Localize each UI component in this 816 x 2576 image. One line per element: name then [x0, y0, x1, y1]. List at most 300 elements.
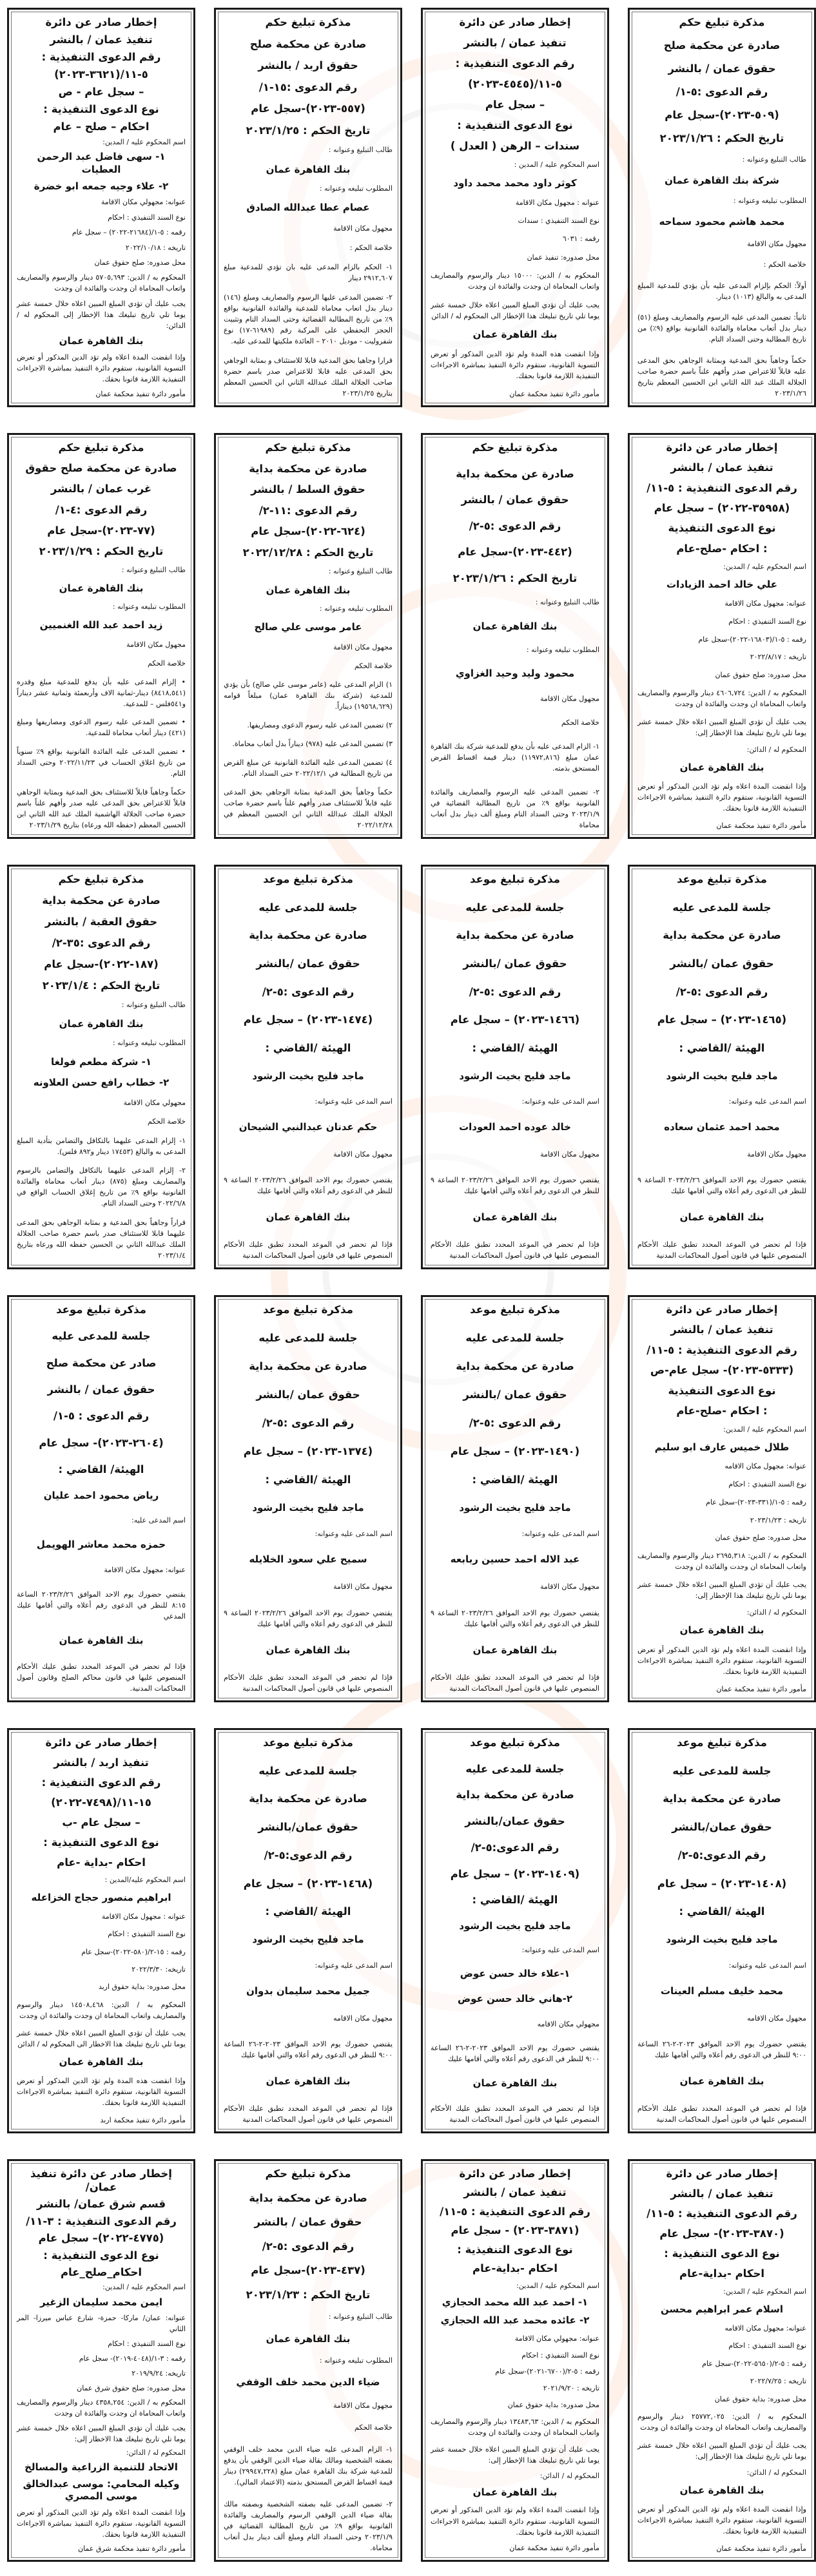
notice-body-text: عنوانه: مجهولي مكان الاقامة	[514, 2334, 599, 2343]
notice-label: اسم المدعى عليه وعنوانه:	[521, 1529, 599, 1538]
notice-heading: رقم الدعوى :١٥-١/	[258, 81, 358, 93]
notice-party-name: بنك القاهرة عمان	[472, 1644, 558, 1656]
notice-body-text: ٢- إلزام المدعى عليهما بالتكافل والتضامن بالرسوم والمصاريف ومبلغ (٨٧٥) دينار أتعاب محاماة والفائدة القانونية بواقع ٩٪ من تاريخ إغلاق الحساب الواقع في ٢٠٢٢/٦/٨ وحتى السداد التام.	[17, 1166, 186, 1208]
notice-heading: قسم شرق عمان/ بالنشر	[36, 2198, 166, 2211]
notice-label: المحكوم له / الدائن:	[746, 2468, 806, 2477]
notice-party-name: عبد الاله احمد حسين ربابعه	[450, 1553, 580, 1566]
notice-body-text: مجهول مكان الاقامة	[333, 2401, 393, 2410]
notice-party-name: علي خالد احمد الزيادات	[666, 578, 777, 590]
notice-signature: مأمور دائرة تنفيذ محكمة عمان	[716, 2544, 806, 2553]
notice-body-text: رقمه : ١٥-٢/(٥٨٠-٢٠٢٢)-سجل عام	[81, 1947, 186, 1956]
notice-card	[421, 1728, 609, 2133]
notice-heading: – سجل عام - ص	[58, 85, 144, 98]
notice-body-text: المحكوم به / الدين: ٥٧٠٥,٦٩٣ دينار والرسوم والمصاريف واتعاب المحاماة ان وجدت والفائدة ان وجدت	[17, 273, 186, 293]
notice-card	[7, 2159, 195, 2562]
notice-card	[628, 2159, 816, 2562]
notice-party-name: بنك القاهرة عمان	[679, 1624, 764, 1637]
notice-card	[628, 1728, 816, 2133]
notice-body-text: خلاصة الحكم	[147, 1117, 186, 1126]
notice-body-text: ٢- تضمين المدعى عليه الرسوم والمصاريف والفائدة القانونية بواقع ٩٪ من تاريخ المطالبة القضائية في ٢٠٢٣/١/٩ وحتى السداد التام ومبلغ ألف دينار بدل أتعاب محاماة	[431, 787, 599, 829]
notice-party-name: جميل محمد سليمان بدوان	[246, 1985, 370, 1997]
legal-notices-grid	[6, 8, 816, 2562]
notice-heading: صادرة عن محكمة بداية	[249, 1360, 367, 1372]
notice-heading: مذكرة تبليغ حكم	[679, 16, 765, 28]
notice-body-text: فإذا لم تحضر في الموعد المحدد تطبق عليك الأحكام المنصوص عليها في قانون محاكم الصلح وقانون أصول المحاكمات المدنية.	[17, 1662, 186, 1693]
notice-body-text: نوع السند التنفيذي : احكام	[728, 617, 806, 626]
notice-party-name: بنك القاهرة عمان	[472, 1211, 558, 1224]
notice-heading: حقوق عمان /بالنشر	[670, 957, 774, 970]
notice-body-text: تاريخه : ٢٠٢١/٩/٢٠	[543, 2384, 599, 2393]
notice-heading: نوع الدعوى التنفيذية :	[43, 102, 159, 115]
notice-heading: (١٤٧٤-٢٠٢٣) – سجل عام	[243, 1014, 373, 1026]
notice-heading: مذكرة تبليغ موعد	[677, 1736, 767, 1749]
notice-heading: حقوق عمان / بالنشر	[668, 62, 776, 75]
notice-body-text: وإذا انقضت المدة اعلاه ولم تؤد الدين المذكور أو تعرض التسوية القانونية، ستقوم دائرة التنفيذ بمباشرة الاجراءات التنفيذية اللازمة قانونا بحقك.	[17, 2508, 186, 2539]
notice-label: اسم المدعى عليه وعنوانه:	[521, 1097, 599, 1106]
notice-body-text: فإذا لم تحضر في الموعد المحدد تطبق عليك الأحكام المنصوص عليها في قانون أصول المحاكمات المدنية	[224, 1673, 393, 1693]
notice-heading: احكام -بداية-عام	[472, 2262, 558, 2275]
notice-heading: (١٤٠٨-٢٠٢٣) – سجل عام	[657, 1877, 787, 1890]
notice-heading: تاريخ الحكم : ٢٠٢٣/١/٢٩	[39, 545, 164, 558]
notice-label: المطلوب تبليغه وعنوانه :	[526, 646, 599, 655]
notice-heading: رقم الدعوى :٥-٢/	[469, 1416, 561, 1429]
notice-body-text: قرارا وجاهيا بحق المدعية قابلا للاستئناف و بمثابة الوجاهي بحق المدعى عليه قابلا للاعتراض صدر باسم حضرة صاحب الجلالة الملك عبدالله الثاني ابن الحسين المعظم بتاريخ ٢٠٢٣/١/٢٥	[224, 356, 393, 398]
notice-party-name: ماجد فليح بخيت الرشود	[252, 1501, 364, 1514]
notice-card	[7, 1728, 195, 2133]
notice-heading: رقم الدعوى :١١-٢/	[258, 504, 358, 517]
notice-body-text: مجهول مكان الاقامة	[540, 1149, 599, 1158]
notice-body-text: مجهولي مكان الاقامه	[537, 2020, 599, 2029]
notice-heading: الهيئة /القاضي :	[265, 1473, 351, 1486]
notice-heading: جلسة للمدعى عليه	[52, 1330, 151, 1343]
notice-heading: (١٤٦٦-٢٠٢٣) – سجل عام	[450, 1014, 580, 1026]
notice-heading: رقم الدعوى :٤-١/	[55, 503, 148, 516]
notice-body-text: ٢) تضمين المدعى عليه رسوم الدعوى ومصاريفها.	[247, 720, 393, 729]
notice-body-text: عنوانه: مجهولي مكان الاقامة	[101, 198, 186, 207]
notice-body-text: فإذا لم تحضر في الموعد المحدد تطبق عليك الأحكام المنصوص عليها في قانون أصول المحاكمات المدنية	[224, 2104, 393, 2124]
notice-body-text: يقتضي حضورك يوم الاحد الموافق ٢٠٢٣/٢/٢٦ الساعة ٩ للنظر في الدعوى رقم أعلاه والتي أقامها عليك	[224, 1176, 393, 1196]
notice-heading: تنفيذ عمان / بالنشر	[463, 37, 567, 49]
notice-card	[214, 433, 402, 839]
notice-party-name: ماجد فليح بخيت الرشود	[252, 1070, 364, 1082]
notice-card	[421, 1295, 609, 1702]
notice-signature: مأمور دائرة تنفيذ محكمة عمان	[509, 2544, 599, 2553]
notice-party-name: بنك القاهرة عمان	[59, 2056, 144, 2068]
notice-body-text: المحكوم به / الدين: ١٤٥٠٨,٤٦٨ دينار والرسوم والمصاريف واتعاب المحاماة ان وجدت والفائدة ان وجدت	[17, 2000, 186, 2020]
notice-heading: رقم الدعوى التنفيذية : ٥-١١/	[646, 481, 797, 494]
notice-label: اسم المحكوم عليه / المدين:	[723, 562, 806, 571]
notice-heading: رقم الدعوى التنفيذية : ٥-١١/	[646, 1343, 797, 1356]
notice-body-text: رقمه : ٥-٢/(٦٧٠٠-٢٠٢١)-سجل عام	[495, 2367, 599, 2376]
notice-party-name: ٢- خطاب رافع حسن العلاونه	[33, 1076, 170, 1088]
notice-body-text: مجهول مكان الاقامة	[333, 224, 393, 233]
notice-label: طالب التبليغ وعنوانه :	[328, 2312, 393, 2321]
notice-heading: حقوق عمان /بالنشر	[463, 957, 567, 970]
notice-body-text: محل صدوره: بداية حقوق عمان	[714, 2394, 806, 2403]
notice-body-text: محل صدوره: صلح حقوق شرق عمان	[77, 2383, 186, 2392]
notice-body-text: نوع السند التنفيذي : احكام	[521, 2350, 599, 2360]
notice-party-name: بنك القاهرة عمان	[679, 2075, 764, 2088]
notice-heading: صادرة عن محكمة بداية	[456, 1360, 574, 1372]
notice-heading: ١٥-١١/(٧٤٩٨-٢٠٢٢)	[51, 1796, 151, 1809]
notice-heading: رقم الدعوى :٥-٢/	[262, 985, 355, 998]
notice-heading: تاريخ الحكم : ٢٠٢٣/١/٢٥	[246, 124, 371, 137]
notice-heading: حقوق اربد / بالنشر	[258, 59, 358, 72]
notice-heading: (٥٣٣٣-٢٠٢٣)- سجل عام-ص	[650, 1364, 794, 1377]
notice-heading: جلسة للمدعى عليه	[465, 901, 565, 914]
notice-body-text: فإذا لم تحضر في الموعد المحدد تطبق عليك الأحكام المنصوص عليها في قانون أصول المحاكمات المدنية	[224, 1240, 393, 1260]
notice-party-name: وكيله المحامي: موسى عبدالخالق موسى المصري	[23, 2477, 180, 2503]
notice-body-text: مجهول مكان الاقامة	[540, 1582, 599, 1591]
notice-body-text: نوع السند التنفيذي : احكام	[108, 213, 186, 222]
notice-party-name: عامر موسى علي صالح	[254, 621, 362, 633]
notice-body-text: رقمه : ٥-٢/(٥٦٥٠-٢٠٢٢)-سجل عام	[702, 2359, 806, 2368]
notice-body-text: خلاصة الحكم :	[763, 260, 806, 269]
notice-body-text: المحكوم به / الدين: ٤٣٥٨,٢٥٤ دينار والرسوم والمصاريف واتعاب المحاماة ان وجدت والفائدة ان وجدت	[17, 2398, 186, 2418]
notice-party-name: بنك القاهرة عمان	[679, 1211, 764, 1224]
notice-heading: حقوق عمان / بالنشر	[47, 1383, 155, 1396]
notice-signature: مأمور دائرة تنفيذ محكمة عمان	[716, 1684, 806, 1693]
notice-label: طالب التبليغ وعنوانه :	[328, 146, 393, 155]
notice-heading: حقوق عمان /بالنشر	[256, 1388, 360, 1401]
notice-body-text: وإذا انقضت هذه المدة ولم تؤد الدين المذكور أو تعرض التسوية القانونية، ستقوم دائرة التنفيذ بمباشرة الاجراءات التنفيذية اللازمة قانونا بحقك.	[17, 2077, 186, 2108]
notice-heading: إخطار صادر عن دائرة	[45, 1736, 157, 1749]
notice-heading: رقم الدعوى :٥-٢/	[469, 985, 561, 998]
notice-heading: رقم الدعوى :٥-٢/	[675, 985, 768, 998]
notice-party-name: ماجد فليح بخيت الرشود	[252, 1934, 364, 1946]
notice-body-text: رقمه : ٥-١/(١٦٨٠٣-٢٠٢٢)-سجل عام	[698, 635, 806, 644]
notice-body-text: رقمه : ٥-١/(٣٣١-٢٠٢٣)-سجل عام	[706, 1497, 806, 1506]
notice-body-text: وإذا انقضت المدة اعلاه ولم تؤد الدين المذكور أو تعرض التسوية القانونية، ستقوم دائرة التنفيذ بمباشرة الاجراءات التنفيذية اللازمة قانونا بحقك.	[431, 2506, 599, 2537]
notice-body-text: المحكوم به / الدين: ٤٦٠٦,٧٢٤ دينار والرسوم والمصاريف واتعاب المحاماة ان وجدت والفائدة ان وجدت	[637, 688, 806, 708]
notice-heading: مذكرة تبليغ حكم	[58, 873, 144, 885]
notice-party-name: ٢- عائده محمد عبد الله الحجازي	[440, 2314, 590, 2327]
notice-heading: رقم الدعوى التنفيذية :	[41, 50, 161, 63]
notice-signature: مأمور دائرة تنفيذ محكمة اربد	[100, 2115, 186, 2124]
notice-heading: رقم الدعوى التنفيذية :	[455, 57, 575, 70]
notice-body-text: يقتضي حضورك يوم الاحد الموافق ٢٠٢٣/٢/٢٦ الساعة ٩ للنظر في الدعوى رقم أعلاه والتي أقامها عليك	[637, 1176, 806, 1196]
notice-card	[421, 433, 609, 839]
notice-heading: احكام -بداية -عام	[57, 1856, 146, 1869]
notice-heading: صادر عن محكمة صلح	[46, 1356, 157, 1369]
notice-party-name: ١-علاء خالد حسن عوض	[460, 1967, 570, 1979]
notice-heading: مذكرة تبليغ موعد	[56, 1303, 146, 1316]
notice-body-text: مجهولي مكان الاقامة	[123, 1098, 186, 1107]
notice-heading: احكام_صلح_عام	[60, 2265, 142, 2278]
notice-body-text: خلاصة الحكم	[561, 718, 599, 727]
notice-heading: (٣٨٧١-٢٠٢٣) - سجل عام	[451, 2224, 579, 2237]
notice-heading: مذكرة تبليغ موعد	[470, 1736, 560, 1749]
notice-heading: تاريخ الحكم : ٢٠٢٢/١٢/٢٨	[242, 546, 374, 559]
notice-body-text: ٣) تضمين المدعى عليه (٩٧٨) ديناراً بدل أتعاب محاماة.	[232, 739, 393, 748]
notice-heading: صادرة عن محكمة بداية	[663, 929, 781, 942]
notice-body-text: يقتضي حضورك يوم الاحد الموافق ٢٠٢٣/٢/٢٦ الساعة ٨:١٥ للنظر في الدعوى رقم أعلاه والتي أقامها عليك المدعي	[17, 1590, 186, 1620]
notice-label: اسم المحكوم عليه/المدين :	[104, 1876, 186, 1885]
notice-label: المحكوم له / الدائن:	[746, 1608, 806, 1617]
notice-heading: – سجل عام	[485, 99, 545, 111]
notice-label: طالب التبليغ وعنوانه :	[121, 1001, 186, 1010]
notice-card	[628, 433, 816, 839]
notice-party-name: محمد احمد عثمان سعاده	[664, 1121, 780, 1133]
notice-card	[421, 2159, 609, 2562]
notice-label: المطلوب تبليغه وعنوانه :	[319, 604, 393, 613]
notice-heading: (١٤٦٥-٢٠٢٣) – سجل عام	[657, 1014, 787, 1026]
notice-label: اسم المدعى عليه وعنوانه:	[315, 1961, 393, 1970]
notice-body-text: فإذا لم تحضر في الموعد المحدد تطبق عليك الأحكام المنصوص عليها في قانون أصول المحاكمات المدنية	[637, 1240, 806, 1260]
notice-heading: ٥-١١/(٣٦٢١-٢٠٢٣)	[54, 68, 148, 81]
notice-heading: تاريخ الحكم : ٢٠٢٣/١/٤	[42, 979, 160, 992]
notice-body-text: خلاصة الحكم	[354, 661, 393, 670]
notice-heading: جلسة للمدعى عليه	[672, 901, 772, 914]
notice-party-name: ماجد فليح بخيت الرشود	[459, 1070, 571, 1082]
notice-heading: نوع الدعوى التنفيذية :	[43, 2249, 159, 2262]
notice-label: اسم المدعى عليه وعنوانه:	[315, 1097, 393, 1106]
notice-heading: (١٣٧٤-٢٠٢٣) – سجل عام	[243, 1445, 373, 1457]
notice-signature: مأمور دائرة تنفيذ محكمة عمان	[509, 389, 599, 398]
notice-party-name: ماجد فليح بخيت الرشود	[459, 1501, 571, 1514]
notice-label: طالب التبليغ وعنوانه :	[535, 598, 599, 607]
notice-heading: (٣٥٩٥٨-٢٠٢٢) – سجل عام	[654, 501, 790, 514]
notice-card	[214, 865, 402, 1269]
notice-party-name: بنك القاهرة عمان	[59, 582, 144, 595]
notice-card	[7, 433, 195, 839]
notice-party-name: بنك القاهرة عمان	[266, 1211, 351, 1224]
notice-heading: تنفيذ عمان / بالنشر	[670, 2187, 773, 2200]
notice-body-text: قراراً وجاهياً بحق المدعية و بمثابة الوجاهي بحق المدعى عليهما قابلا للاستئناف صدر باسم حضرة صاحب الجلالة الملك عبدالله الثاني بن الحسين حفظه الله ورعاه بتاريخ ٢٠٢٣/١/٤	[17, 1218, 186, 1260]
notice-party-name: كوثر داود محمد محمد داود	[453, 177, 577, 189]
notice-label: المطلوب تبليغه وعنوانه :	[112, 602, 186, 611]
notice-label: المحكوم له / الدائن:	[539, 2471, 599, 2480]
notice-party-name: رياض محمود احمد عليان	[43, 1490, 159, 1502]
notice-body-text: عنوانه: مجهول مكان الاقامه	[724, 1462, 806, 1471]
notice-card	[628, 1295, 816, 1702]
notice-body-text: مجهول مكان الاقامة	[540, 694, 599, 703]
notice-heading: (٤٤٢-٢٠٢٣)-سجل عام	[458, 546, 572, 559]
notice-card	[421, 865, 609, 1269]
notice-heading: مذكرة تبليغ حكم	[58, 441, 144, 454]
notice-body-text: نوع السند التنفيذي : احكام	[728, 1479, 806, 1488]
notice-signature: مأمور دائرة تنفيذ محكمة شرق عمان	[78, 2544, 186, 2553]
notice-label: المطلوب تبليغه وعنوانه :	[733, 197, 806, 206]
notice-body-text: يجب عليك أن تؤدي المبلغ المبين اعلاه خلال خمسة عشر يوما تلي تاريخ تبليغك هذا الإخطار إلى:	[637, 717, 806, 737]
notice-heading: إخطار صادر عن دائرة	[666, 1303, 778, 1316]
notice-heading: صادرة عن محكمة بداية	[249, 2191, 367, 2204]
notice-heading: الهيئة /القاضي :	[472, 1473, 558, 1486]
notice-body-text: خلاصة الحكم	[147, 658, 186, 668]
notice-label: اسم المحكوم عليه / المدين:	[516, 2281, 599, 2290]
notice-heading: رقم الدعوى :٥-٢/	[262, 2240, 355, 2253]
notice-party-name: بنك القاهرة عمان	[266, 163, 351, 175]
notice-heading: مذكرة تبليغ موعد	[470, 1303, 560, 1316]
notice-body-text: نوع السند التنفيذي : احكام	[728, 2341, 806, 2350]
notice-heading: جلسة للمدعى عليه	[258, 1331, 358, 1344]
notice-body-text: محل صدوره: صلح حقوق عمان	[715, 671, 806, 680]
notice-party-name: بنك القاهرة عمان	[266, 584, 351, 596]
notice-body-text: أولاً: الحكم بإلزام المدعى عليه بأن يؤدي للمدعية المبلغ المدعى به والبالغ (١٠١٣) دينار.	[637, 281, 806, 301]
notice-body-text: نوع السند التنفيذي : سندات	[518, 216, 599, 225]
notice-body-text: حكماً وجاهياً بحق المدعية وبمثابة الوجاهي بحق المدعى عليه قابلاً للاعتراض صدر وأفهم علناً باسم حضرة صاحب الجلالة الملك عبد الله الثاني ابن الحسين المعظم بتاريخ ٢٠٢٣/١/٢٦	[637, 356, 806, 398]
notice-label: المحكوم له / الدائن:	[746, 745, 806, 754]
notice-heading: تنفيذ اربد / بالنشر	[53, 1756, 149, 1769]
notice-body-text: مجهول مكان الاقامة	[333, 642, 393, 651]
notice-heading: احكام – صلح – عام	[53, 120, 150, 133]
notice-heading: غرب عمان / بالنشر	[50, 483, 152, 495]
notice-label: اسم المدعى عليه وعنوانه:	[728, 1097, 806, 1106]
notice-body-text: عنوانه: مجهول مكان الاقامة	[724, 599, 806, 608]
notice-heading: رقم الدعوى:٥-٢/	[264, 1849, 353, 1861]
notice-body-text: مجهول مكان الاقامه	[333, 2014, 393, 2023]
notice-heading: حقوق عمان/بالنشر	[465, 1815, 565, 1828]
notice-card	[214, 2159, 402, 2562]
notice-body-text: نوع السند التنفيذي : احكام	[108, 2339, 186, 2348]
notice-party-name: ١- احمد عبد الله محمد الحجازي	[442, 2296, 588, 2308]
notice-party-name: بنك القاهرة عمان	[679, 761, 764, 773]
notice-label: اسم المحكوم عليه / المدين :	[514, 160, 599, 169]
notice-party-name: ٢- علاء وجيه جمعه ابو خضرة	[34, 180, 169, 192]
notice-heading: نوع الدعوى التنفيذية	[668, 1384, 776, 1397]
notice-body-text: فإذا لم تحضر في الموعد المحدد تطبق عليك الأحكام المنصوص عليها في قانون أصول المحاكمات المدنية	[431, 2104, 599, 2124]
notice-heading: الهيئة /القاضي :	[265, 1905, 351, 1918]
notice-heading: صادرة عن محكمة بداية	[249, 1793, 367, 1805]
notice-heading: الهيئة /القاضي :	[679, 1041, 765, 1054]
notice-heading: حقوق عمان / بالنشر	[254, 2216, 362, 2229]
notice-party-name: حمزه محمد معاشر الهويمل	[36, 1538, 166, 1550]
notice-party-name: بنك القاهرة عمان	[59, 1018, 144, 1030]
notice-heading: جلسة للمدعى عليه	[258, 901, 358, 914]
notice-party-name: بنك القاهرة عمان	[266, 1644, 351, 1656]
notice-body-text: عنوانه : مجهول مكان الاقامة	[101, 1912, 186, 1921]
notice-party-name: محمود وليد وحيد الغزاوي	[455, 668, 575, 680]
notice-heading: مذكرة تبليغ موعد	[470, 873, 560, 885]
notice-party-name: بنك القاهرة عمان	[266, 2075, 351, 2088]
notice-label: اسم المدعى عليه وعنوانه:	[521, 1945, 599, 1954]
notice-party-name: شركة بنك القاهرة عمان	[665, 174, 779, 186]
notice-body-text: مجهول مكان الاقامة	[333, 1582, 393, 1591]
notice-body-text: خلاصة الحكم :	[349, 243, 393, 252]
notice-body-text: عنوانه: عمان/ ماركا- حمزة- شارع عباس ميرزا- المر الثاني	[17, 2313, 186, 2333]
notice-body-text: محل صدوره: صلح حقوق عمان	[715, 1533, 806, 1543]
notice-heading: رقم الدعوى:٥-٢/	[677, 1849, 766, 1861]
notice-body-text: تاريخه: ٢٠٢٢/٣/٣٠	[131, 1965, 186, 1974]
notice-heading: : احكام -صلح-عام	[676, 1405, 768, 1418]
notice-label: طالب التبليغ وعنوانه :	[121, 566, 186, 575]
notice-body-text: محل صدوره: بداية حقوق عمان	[507, 2401, 599, 2410]
notice-party-name: اسلام عمر ابراهيم محسن	[661, 2303, 783, 2315]
notice-body-text: رقمه : ٥-١/(٢١٦٨٤-٢٠٢٢) – سجل عام	[72, 228, 186, 237]
notice-body-text: عنوانه: مجهول مكان الاقامه	[724, 2323, 806, 2332]
notice-heading: – سجل عام -ب	[62, 1816, 141, 1829]
notice-heading: جلسة للمدعى عليه	[258, 1764, 358, 1777]
notice-heading: (٥٥٧-٢٠٢٣)-سجل عام	[251, 102, 365, 115]
notice-heading: نوع الدعوى التنفيذية :	[457, 2243, 573, 2256]
notice-body-text: ١) الزام المدعى عليه (عامر موسى علي صالح) بأن يؤدي للمدعية (شركة بنك القاهرة عمان) مبلغاً قوامه (١٩٥٦٨,٦٢٩) ديناراً.	[224, 680, 393, 711]
notice-heading: مذكرة تبليغ موعد	[263, 1303, 353, 1316]
notice-heading: رقم الدعوى التنفيذية : ٣-١١/	[26, 2215, 177, 2227]
notice-label: اسم المحكوم عليه / المدين:	[102, 2283, 186, 2292]
notice-body-text: ١- الزام المدعى عليه بأن يدفع للمدعية شركة بنك القاهرة عمان مبلغ (١١٩٧٢,٨١٦) دينار قيمة اقساط القرض المستحق بذمته.	[431, 742, 599, 773]
notice-heading: الهيئة/ القاضي :	[58, 1463, 144, 1476]
notice-heading: صادرة عن محكمة صلح	[663, 39, 781, 52]
notice-heading: تنفيذ عمان / بالنشر	[463, 2186, 567, 2199]
notice-body-text: فإذا لم تحضر في الموعد المحدد تطبق عليك الأحكام المنصوص عليها في قانون أصول المحاكمات المدنية	[431, 1673, 599, 1693]
notice-heading: رقم الدعوى:٥-٢/	[471, 1841, 559, 1854]
notice-party-name: الاتحاد للتنمية الزراعية والمسالخ	[24, 2461, 178, 2474]
notice-party-name: بنك القاهرة عمان	[472, 2077, 558, 2090]
notice-signature: مأمور دائرة تنفيذ محكمة عمان	[95, 389, 186, 398]
notice-heading: نوع الدعوى التنفيذية	[668, 522, 776, 535]
notice-body-text: مجهول مكان الاقامة	[747, 1149, 806, 1158]
notice-heading: احكام -بداية-عام	[679, 2267, 765, 2280]
notice-body-text: يجب عليك أن تؤدي المبلغ المبين اعلاه خلال خمسة عشر يوما تلي تاريخ تبليغك هذا الإخطار إلى المحكوم له / الدائن:	[17, 299, 186, 330]
notice-heading: صادرة عن محكمة صلح	[249, 37, 367, 50]
notice-party-name: ماجد فليح بخيت الرشود	[666, 1934, 778, 1946]
notice-heading: (٧٧-٢٠٢٣)-سجل عام	[47, 524, 155, 537]
notice-body-text: حكماً وجاهياً بحق المدعية بمثابة الوجاهي بحق المدعى عليه قابلاً للاستئناف صدر وأفهم علناً باسم حضرة صاحب الجلالة الملك عبدالله الثاني ابن الحسين المعظم في ٢٠٢٢/١٢/٢٨	[224, 787, 393, 829]
notice-body-text: ١- الزام المدعى عليه ضياء الدين محمد خلف الوقفي بصفته الشخصية ومالك بقالة ضياء الدين الوقفي بأن يدفع للمدعية شركة بنك القاهرة عمان مبلغ (٢٩٩٤٧,٢٢٨) دينار قيمة اقساط القرض المستحق بذمته (الاعتماد المالي).	[224, 2445, 393, 2486]
notice-label: المطلوب تبليغه وعنوانه :	[112, 1039, 186, 1048]
notice-label: المطلوب تبليغه وعنوانه :	[319, 2356, 393, 2365]
notice-heading: (٦٢٤-٢٠٢٢)-سجل عام	[251, 525, 365, 538]
notice-card	[628, 865, 816, 1269]
notice-heading: سندات – الرهن ( العدل )	[450, 140, 580, 152]
notice-heading: صادرة عن محكمة بداية	[456, 929, 574, 942]
notice-heading: الهيئة /القاضي :	[265, 1041, 351, 1054]
notice-party-name: طلال خميس عارف ابو سليم	[654, 1441, 790, 1453]
notice-party-name: خالد عوده احمد العودات	[459, 1121, 571, 1133]
notice-body-text: نوع السند التنفيذي : احكام	[108, 1930, 186, 1939]
notice-party-name: عصام عطا عبدالله الصادق	[246, 202, 370, 214]
notice-heading: : احكام -صلح-عام	[676, 542, 768, 555]
notice-heading: رقم الدعوى :٥-١/	[675, 85, 768, 98]
notice-label: اسم المدعى عليه وعنوانه:	[315, 1529, 393, 1538]
notice-party-name: محمد هاشم محمود سماحه	[659, 216, 785, 228]
notice-signature: مأمور دائرة تنفيذ محكمة عمان	[716, 821, 806, 830]
notice-body-text: يقتضي حضورك يوم الاحد الموافق ٢٠٢٣-٢-٢٦ الساعة ٩:٠٠ للنظر في الدعوى رقم أعلاه والتي أقامها عليك	[224, 2039, 393, 2059]
notice-label: طالب التبليغ وعنوانه :	[742, 155, 806, 164]
notice-body-text: المحكوم به / الدين: ١٣٤٨٣,٦٣ دينار والرسوم والمصاريف واتعاب المحاماة ان وجدت والفائدة ان وجدت	[431, 2417, 599, 2437]
notice-card	[7, 1295, 195, 1702]
notice-party-name: بنك القاهرة عمان	[472, 2486, 558, 2499]
notice-heading: مذكرة تبليغ حكم	[265, 441, 351, 454]
notice-body-text: رقمه : ٣-١/(٤٠٤٨-٢٠١٩)- سجل عام	[79, 2354, 186, 2363]
notice-heading: رقم الدعوى التنفيذية : ٥-١١/	[440, 2205, 590, 2218]
notice-body-text: يجب عليك أن تؤدي المبلغ المبين اعلاه خلال خمسة عشر يوما تلي تاريخ تبليغك هذا الإخطار الى المحكوم له / الدائن	[431, 300, 599, 320]
notice-heading: صادرة عن محكمة بداية	[456, 1789, 574, 1802]
notice-heading: جلسة للمدعى عليه	[672, 1764, 772, 1777]
notice-heading: مذكرة تبليغ حكم	[265, 16, 351, 28]
notice-body-text: وإذا انقضت هذه المدة ولم تؤد الدين المذكور أو تعرض التسوية القانونية، ستقوم دائرة التنفيذ بمباشرة الاجراءات التنفيذية اللازمة قانونا بحقك.	[431, 350, 599, 381]
notice-body-text: يجب عليك أن تؤدي المبلغ المبين اعلاه خلال خمسة عشر يوما تلي تاريخ تبليغك هذا الإخطار إلى:	[431, 2445, 599, 2465]
notice-heading: رقم الدعوى : ٥-١/	[53, 1410, 150, 1423]
notice-heading: إخطار صادر عن دائرة	[459, 2167, 571, 2180]
notice-card	[7, 865, 195, 1269]
notice-label: اسم المدعى عليه وعنوانه:	[728, 1961, 806, 1970]
notice-body-text: المحكوم به / الدين: ١٥٠٠٠ دينار والرسوم والمصاريف واتعاب المحاماة ان وجدت والفائدة ان وجدت	[431, 271, 599, 291]
notice-heading: رقم الدعوى التنفيذية :	[41, 1776, 161, 1789]
notice-label: اسم المحكوم عليه / المدين:	[102, 137, 186, 146]
notice-heading: تنفيذ عمان / بالنشر	[670, 461, 773, 474]
notice-heading: ٥-١١/(٤٥٤٥-٢٠٢٣)	[468, 78, 562, 90]
notice-label: المحكوم له / الدائن:	[126, 2448, 186, 2457]
notice-party-name: ماجد فليح بخيت الرشود	[666, 1070, 778, 1082]
notice-party-name: بنك القاهرة عمان	[679, 2485, 764, 2497]
notice-heading: (٢٦٠٤-٢٠٢٣)- سجل عام	[39, 1436, 164, 1449]
notice-body-text: وإذا انقضت المدة اعلاه ولم تؤد الدين المذكور أو تعرض التسوية القانونية، ستقوم دائرة التنفيذ بمباشرة الاجراءات التنفيذية اللازمة قانونا بحقك.	[637, 1645, 806, 1676]
notice-heading: إخطار صادر عن دائرة	[666, 441, 778, 454]
notice-heading: (٣٨٧٠-٢٠٢٣)- سجل عام	[659, 2227, 784, 2240]
notice-body-text: خلاصة الحكم	[354, 2423, 393, 2432]
notice-party-name: سميح علي سعود الخلايله	[249, 1553, 367, 1566]
